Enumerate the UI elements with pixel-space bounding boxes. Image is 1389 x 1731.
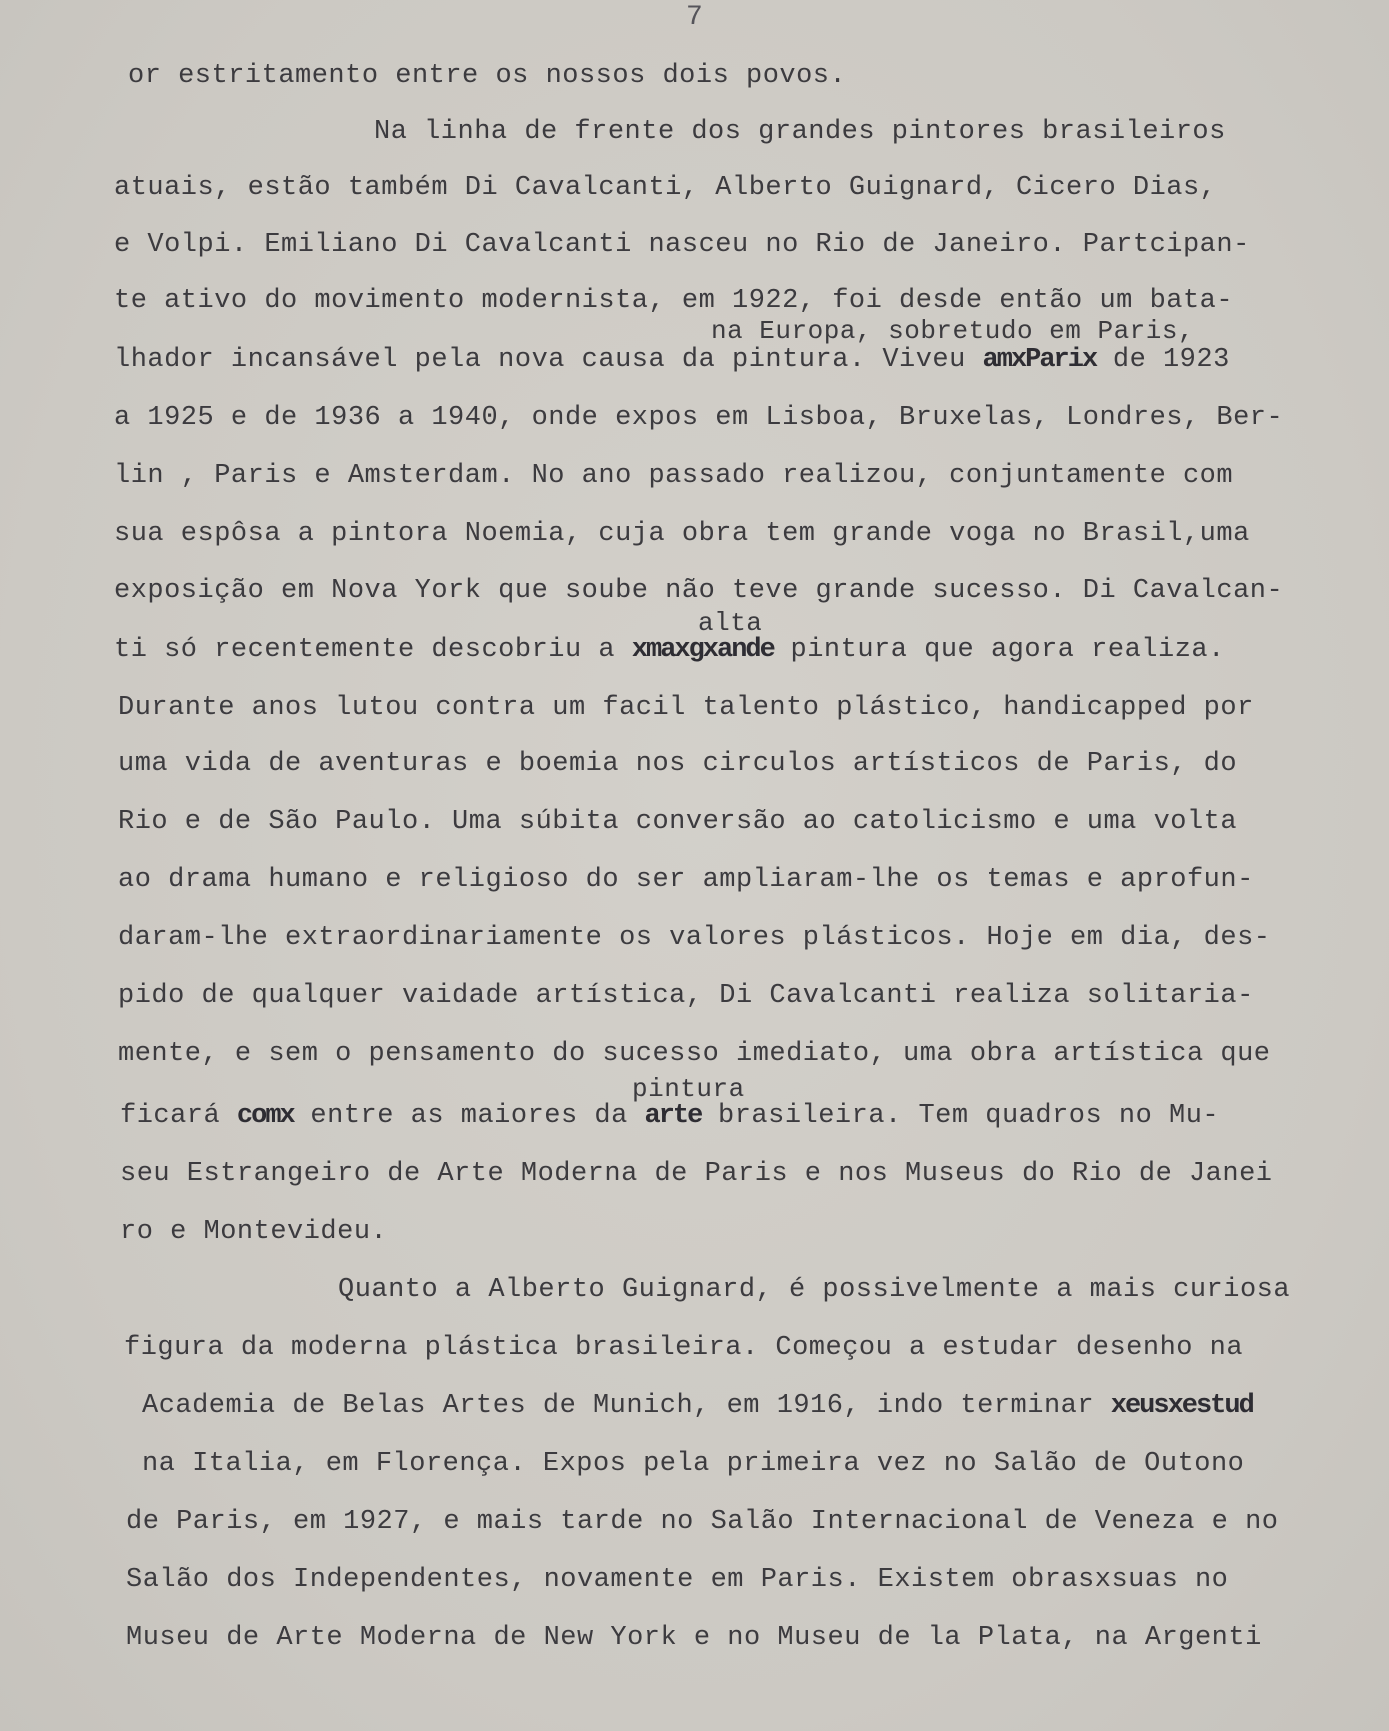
text-line: e Volpi. Emiliano Di Cavalcanti nasceu no Rio de Janeiro. Partcipan- — [114, 230, 1250, 260]
text-line-with-correction — [114, 344, 1230, 376]
text-line: Salão dos Independentes, novamente em Paris. Existem obrasxsuas no — [126, 1565, 1229, 1595]
paragraph-start-line: Quanto a Alberto Guignard, é possivelmente a mais curiosa — [338, 1275, 1291, 1305]
text-line: seu Estrangeiro de Arte Moderna de Paris e nos Museus do Rio de Janei — [120, 1159, 1273, 1189]
text-line: exposição em Nova York que soube não teve grande sucesso. Di Cavalcan- — [114, 576, 1284, 606]
typed-insertion: pintura — [632, 1074, 745, 1104]
struck-out-text: amxParix — [982, 345, 1097, 375]
text-segment: lhador incansável pela nova causa da pintura. Viveu — [114, 345, 983, 375]
text-line: Durante anos lutou contra um facil talento plástico, handicapped por — [118, 693, 1254, 723]
paragraph-start-line: Na linha de frente dos grandes pintores brasileiros — [374, 117, 1226, 147]
text-line: de Paris, em 1927, e mais tarde no Salão Internacional de Veneza e no — [126, 1507, 1279, 1537]
text-line: uma vida de aventuras e boemia nos circulos artísticos de Paris, do — [118, 749, 1238, 779]
text-line-with-correction — [114, 634, 1225, 666]
handwritten-insertion: na Europa, sobretudo em Paris, — [711, 316, 1195, 346]
text-line: or estritamento entre os nossos dois povos. — [128, 61, 847, 91]
text-line: na Italia, em Florença. Expos pela primeira vez no Salão de Outono — [142, 1449, 1245, 1479]
text-segment: brasileira. Tem quadros no Mu- — [701, 1101, 1220, 1131]
struck-out-text: arte — [644, 1101, 702, 1131]
struck-out-text: comx — [236, 1101, 294, 1131]
text-segment: ficará — [120, 1101, 237, 1131]
text-segment: pintura que agora realiza. — [773, 635, 1225, 665]
text-line: figura da moderna plástica brasileira. Começou a estudar desenho na — [124, 1333, 1244, 1363]
text-line: ao drama humano e religioso do ser ampliaram-lhe os temas e aprofun- — [118, 865, 1254, 895]
text-line: lin , Paris e Amsterdam. No ano passado realizou, conjuntamente com — [114, 461, 1234, 491]
text-line: Museu de Arte Moderna de New York e no Museu de la Plata, na Argenti — [126, 1623, 1262, 1653]
struck-out-text: xmaxgxande — [631, 635, 774, 665]
text-line: ro e Montevideu. — [120, 1217, 388, 1247]
text-line: te ativo do movimento modernista, em 1922, foi desde então um bata- — [114, 286, 1234, 316]
text-line: daram-lhe extraordinariamente os valores plásticos. Hoje em dia, des- — [118, 923, 1271, 953]
page-number: 7 — [686, 2, 703, 33]
typed-insertion: alta — [698, 608, 763, 638]
text-line: sua espôsa a pintora Noemia, cuja obra tem grande voga no Brasil,uma — [114, 519, 1250, 549]
text-line-with-correction — [142, 1390, 1253, 1422]
text-line: atuais, estão também Di Cavalcanti, Alberto Guignard, Cicero Dias, — [114, 173, 1217, 203]
text-line-with-correction — [120, 1100, 1219, 1132]
text-segment: ti só recentemente descobriu a — [114, 635, 632, 665]
text-segment: de 1923 — [1096, 345, 1230, 375]
struck-out-text: xeusxestud — [1110, 1391, 1253, 1421]
text-line: mente, e sem o pensamento do sucesso imediato, uma obra artística que — [118, 1039, 1271, 1069]
text-line: a 1925 e de 1936 a 1940, onde expos em Lisboa, Bruxelas, Londres, Ber- — [114, 403, 1284, 433]
text-line: pido de qualquer vaidade artística, Di Cavalcanti realiza solitaria- — [118, 981, 1254, 1011]
text-line: Rio e de São Paulo. Uma súbita conversão ao catolicismo e uma volta — [118, 807, 1238, 837]
text-segment: Academia de Belas Artes de Munich, em 1916, indo terminar — [142, 1391, 1111, 1421]
text-segment: entre as maiores da — [293, 1101, 645, 1131]
